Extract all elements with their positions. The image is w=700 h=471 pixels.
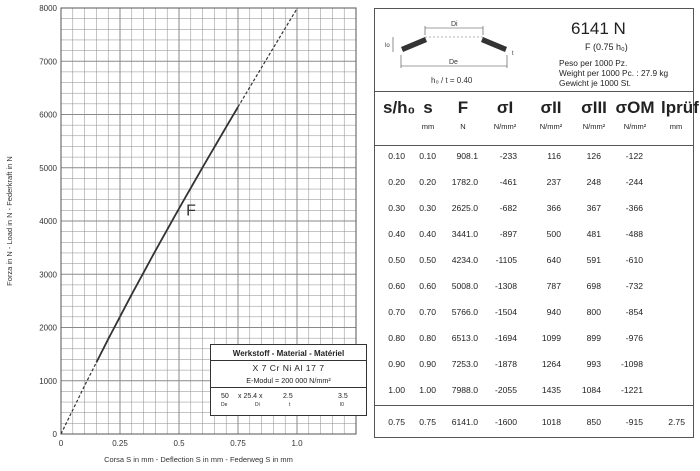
table-row	[375, 359, 693, 379]
column-symbol: σI	[496, 98, 514, 117]
table-cell: -1308	[495, 281, 517, 291]
table-cell: 1435	[541, 385, 561, 395]
table-cell: 1.00	[388, 385, 405, 395]
table-cell: 4234.0	[451, 255, 478, 265]
table-cell: 2.75	[668, 417, 685, 427]
weight-line-it: Peso per 1000 Pz.	[559, 58, 628, 68]
table-cell: 698	[586, 281, 601, 291]
column-symbol: F	[457, 98, 469, 117]
part-number: 6141 N	[571, 19, 626, 38]
table-cell: 0.60	[419, 281, 436, 291]
table-row-final	[375, 417, 693, 437]
column-unit: mm	[421, 122, 435, 131]
dim-de: 50	[221, 393, 229, 400]
x-tick-label: 0.75	[230, 439, 246, 448]
table-cell: -2055	[495, 385, 517, 395]
table-row	[375, 307, 693, 327]
t-label: t	[512, 51, 514, 57]
table-header	[375, 93, 699, 146]
column-header	[615, 99, 655, 131]
table-cell: 940	[546, 307, 561, 317]
table-row	[375, 151, 693, 171]
y-tick-label: 4000	[39, 217, 57, 226]
table-cell: 0.90	[419, 359, 436, 369]
table-cell: 367	[586, 203, 601, 213]
table-cell: 366	[546, 203, 561, 213]
table-cell: 0.75	[388, 417, 405, 427]
table-cell: -1105	[495, 255, 517, 265]
y-axis-label: Forza in N - Load in N - Federkraft in N	[5, 156, 14, 286]
column-header	[443, 99, 483, 131]
force-label: F (0.75 h₀)	[585, 42, 628, 52]
column-symbol: σOM	[615, 98, 655, 117]
weight-line-de: Gewicht je 1000 St.	[559, 78, 631, 88]
table-cell: 0.20	[419, 177, 436, 187]
table-cell: -976	[625, 333, 643, 343]
column-unit: N/mm²	[493, 122, 517, 131]
table-cell: 0.75	[419, 417, 436, 427]
x-tick-label: 0.25	[112, 439, 128, 448]
table-cell: 0.70	[419, 307, 436, 317]
table-row	[375, 281, 693, 301]
table-cell: 0.40	[388, 229, 405, 239]
dim-l0-symbol: l0	[340, 402, 344, 408]
y-tick-label: 2000	[39, 323, 57, 333]
y-tick-label: 8000	[39, 4, 57, 13]
column-symbol: σII	[540, 98, 562, 117]
table-cell: -1878	[495, 359, 517, 369]
table-cell: 787	[546, 281, 561, 291]
table-cell: -610	[625, 255, 643, 265]
ratio-label: h₀ / t = 0.40	[431, 76, 473, 85]
table-cell: -122	[625, 151, 643, 161]
table-cell: 0.30	[419, 203, 436, 213]
y-tick-label: 3000	[39, 270, 57, 280]
table-cell: -461	[499, 177, 517, 187]
column-unit: N/mm²	[582, 122, 606, 131]
table-cell: 500	[546, 229, 561, 239]
table-cell: 591	[586, 255, 601, 265]
table-cell: 116	[547, 151, 561, 161]
table-cell: 5008.0	[451, 281, 478, 291]
table-cell: -488	[625, 229, 643, 239]
table-cell: -682	[499, 203, 517, 213]
table-cell: 481	[586, 229, 601, 239]
table-cell: 908.1	[456, 151, 478, 161]
table-cell: 248	[586, 177, 601, 187]
column-header	[485, 99, 525, 131]
table-cell: -1504	[495, 307, 517, 317]
table-cell: 0.70	[388, 307, 405, 317]
table-row	[375, 203, 693, 223]
table-cell: -897	[499, 229, 517, 239]
material-divider-2	[211, 387, 366, 388]
table-row	[375, 229, 693, 249]
column-header	[414, 99, 442, 131]
table-row	[375, 333, 693, 353]
di-label: Di	[451, 21, 458, 28]
y-tick-label: 6000	[39, 110, 57, 120]
table-cell: 0.50	[388, 255, 405, 265]
column-symbol: σIII	[581, 98, 607, 117]
table-cell: 0.20	[388, 177, 405, 187]
table-cell: 0.50	[419, 255, 436, 265]
dim-l0: 3.5	[338, 393, 348, 400]
y-tick-label: 0	[52, 430, 57, 439]
table-cell: 6141.0	[451, 417, 478, 427]
column-unit: N	[460, 122, 466, 131]
dim-t: 2.5	[283, 393, 293, 400]
x-tick-label: 0.5	[173, 439, 185, 448]
table-row	[375, 255, 693, 275]
table-cell: -233	[499, 151, 517, 161]
table-row	[375, 177, 693, 197]
column-header	[383, 98, 416, 122]
table-cell: 1.00	[419, 385, 436, 395]
weight-line-en: Weight per 1000 Pc. : 27.9 kg	[559, 68, 669, 78]
table-cell: 2625.0	[451, 203, 478, 213]
table-cell: 3441.0	[451, 229, 478, 239]
table-cell: -732	[625, 281, 643, 291]
de-label: De	[449, 59, 458, 66]
column-unit: N/mm²	[623, 122, 647, 131]
column-symbol: s/h₀	[383, 98, 416, 117]
table-cell: 0.80	[419, 333, 436, 343]
material-title: Werkstoff - Material - Matériel	[232, 349, 345, 358]
disc-spring-diagram-icon	[379, 11, 529, 89]
series-f-dashed-1	[238, 9, 297, 107]
dim-di: x 25.4 x	[238, 393, 263, 400]
table-row	[375, 385, 693, 405]
column-unit: N/mm²	[539, 122, 563, 131]
material-box	[210, 344, 367, 416]
column-header	[575, 99, 613, 131]
final-row-divider	[375, 405, 693, 406]
table-cell: 640	[546, 255, 561, 265]
table-cell: -1221	[621, 385, 643, 395]
dim-t-symbol: t	[289, 402, 291, 408]
table-cell: 0.40	[419, 229, 436, 239]
lo-label: lo	[385, 43, 390, 49]
y-tick-label: 5000	[39, 163, 57, 173]
material-divider	[211, 360, 366, 361]
table-cell: 5766.0	[451, 307, 478, 317]
spring-data-panel	[374, 8, 699, 438]
table-cell: 0.10	[388, 151, 405, 161]
table-cell: 7253.0	[451, 359, 478, 369]
table-cell: -1600	[495, 417, 517, 427]
table-cell: 237	[546, 177, 561, 187]
column-symbol: s	[423, 98, 433, 117]
dim-di-symbol: Di	[255, 402, 260, 408]
table-cell: 850	[586, 417, 601, 427]
x-axis-label: Corsa S in mm - Deflection S in mm - Federweg S in mm	[104, 455, 293, 464]
table-cell: -915	[625, 417, 643, 427]
table-cell: 0.80	[388, 333, 405, 343]
table-cell: 1264	[541, 359, 561, 369]
x-tick-label: 0	[58, 439, 64, 448]
table-cell: 126	[586, 151, 601, 161]
table-cell: -854	[625, 307, 643, 317]
table-cell: 993	[586, 359, 601, 369]
table-cell: -244	[625, 177, 643, 187]
material-modulus: E-Modul = 200 000 N/mm²	[246, 376, 331, 385]
y-tick-label: 7000	[39, 57, 57, 67]
series-f-label: F	[186, 202, 196, 220]
table-cell: 0.60	[388, 281, 405, 291]
column-symbol: lprüf	[661, 98, 699, 117]
table-cell: 1099	[541, 333, 561, 343]
column-unit: mm	[669, 122, 683, 131]
column-header	[661, 98, 699, 131]
column-header	[531, 99, 571, 131]
spring-spec-box	[375, 9, 693, 92]
table-cell: 0.30	[388, 203, 405, 213]
table-cell: 899	[586, 333, 601, 343]
table-cell: 800	[586, 307, 601, 317]
table-cell: 6513.0	[451, 333, 478, 343]
table-cell: -366	[625, 203, 643, 213]
table-cell: 7988.0	[451, 385, 478, 395]
table-cell: -1694	[495, 333, 517, 343]
table-cell: 1018	[541, 417, 561, 427]
x-tick-label: 1.0	[291, 439, 303, 448]
table-cell: 0.90	[388, 359, 405, 369]
table-cell: 1782.0	[451, 177, 478, 187]
table-cell: 1084	[581, 385, 601, 395]
material-grade: X 7 Cr Ni Al 17 7	[252, 363, 325, 373]
y-tick-label: 1000	[39, 376, 57, 386]
table-cell: -1098	[621, 359, 643, 369]
table-cell: 0.10	[419, 151, 436, 161]
dim-de-symbol: De	[221, 402, 228, 408]
